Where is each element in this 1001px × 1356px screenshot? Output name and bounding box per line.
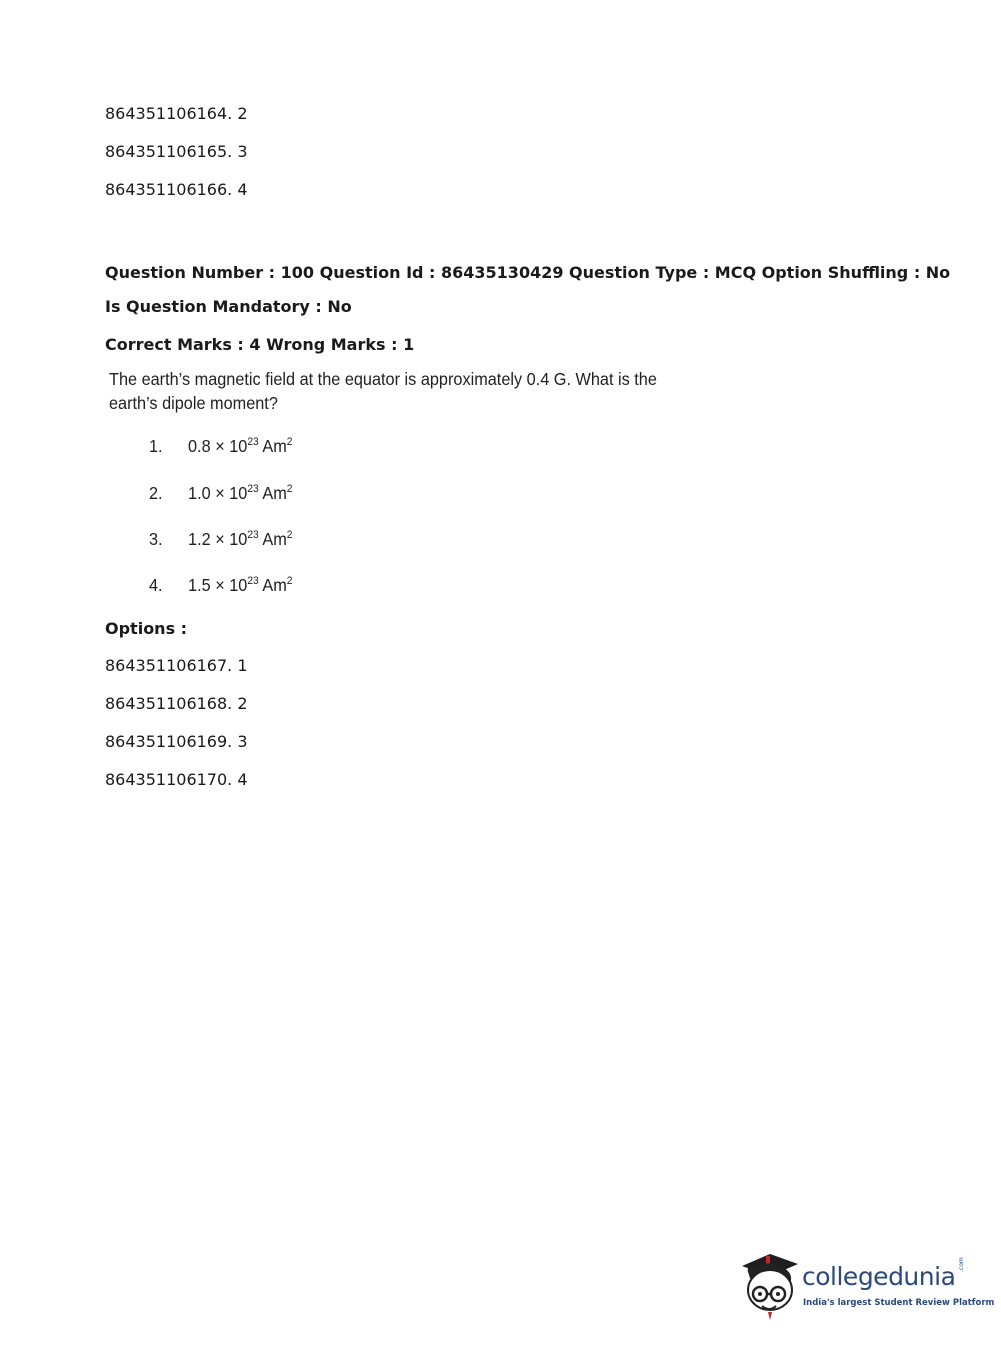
choice-coefficient: 1.5 × 10: [188, 575, 248, 595]
choice-unit-exponent: 2: [286, 483, 293, 495]
question-marks-line: Correct Marks : 4 Wrong Marks : 1: [105, 335, 415, 354]
choice-exponent: 23: [247, 483, 259, 495]
choice-exponent: 23: [247, 529, 259, 541]
question-text: The earth’s magnetic field at the equator is approximately 0.4 G. What is the earth’s dipole moment?: [109, 369, 657, 413]
choice-number: 4.: [149, 575, 163, 595]
choice-1: [149, 436, 292, 457]
question-mandatory-line: Is Question Mandatory : No: [105, 297, 352, 316]
choice-coefficient: 1.2 × 10: [188, 529, 248, 549]
choice-exponent: 23: [247, 436, 259, 448]
choice-coefficient: 0.8 × 10: [188, 436, 248, 456]
choice-number: 1.: [149, 436, 163, 456]
choice-unit: Am: [258, 436, 287, 456]
option-2: 864351106168. 2: [105, 694, 248, 713]
choice-unit-exponent: 2: [286, 436, 293, 448]
logo-tagline: India's largest Student Review Platform: [803, 1298, 995, 1308]
options-label: Options :: [105, 619, 188, 638]
choice-2: [149, 483, 292, 504]
option-3: 864351106169. 3: [105, 732, 248, 751]
previous-option-1: 864351106164. 2: [105, 104, 248, 123]
choice-exponent: 23: [247, 575, 259, 587]
option-1: 864351106167. 1: [105, 656, 248, 675]
previous-option-2: 864351106165. 3: [105, 142, 248, 161]
choice-coefficient: 1.0 × 10: [188, 483, 248, 503]
question-meta-line: Question Number : 100 Question Id : 86435130429 Question Type : MCQ Option Shuffling : No: [105, 263, 951, 282]
choice-unit-exponent: 2: [286, 575, 293, 587]
choice-unit: Am: [258, 575, 287, 595]
logo-suffix: .com: [958, 1257, 965, 1272]
choice-unit-exponent: 2: [286, 529, 293, 541]
choice-3: [149, 529, 292, 550]
choice-number: 2.: [149, 483, 163, 503]
previous-option-3: 864351106166. 4: [105, 180, 248, 199]
choice-unit: Am: [258, 483, 287, 503]
logo-wordmark: collegedunia: [802, 1262, 956, 1291]
choice-4: [149, 575, 292, 596]
choice-number: 3.: [149, 529, 163, 549]
option-4: 864351106170. 4: [105, 770, 248, 789]
choice-unit: Am: [258, 529, 287, 549]
